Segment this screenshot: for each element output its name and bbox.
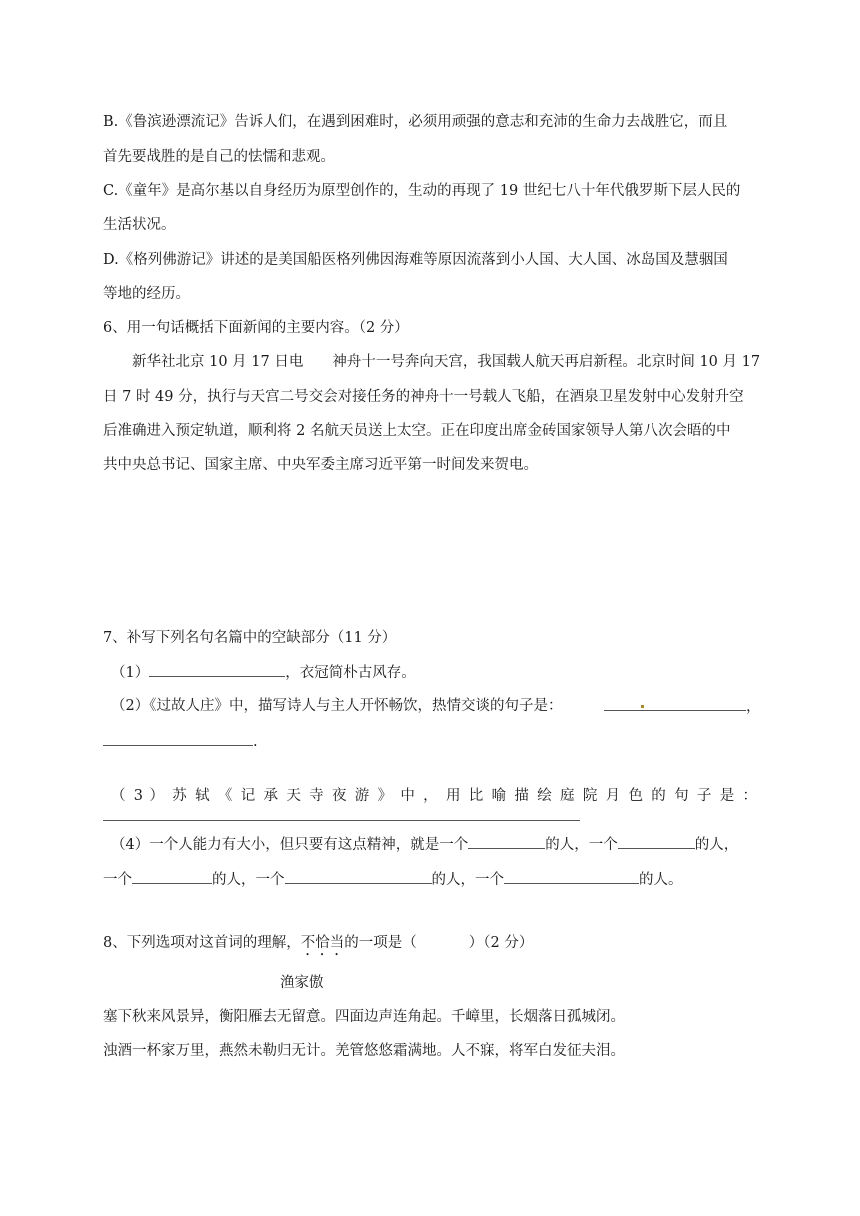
q7-s2-comma: ，: [746, 699, 761, 715]
answer-blank-7[interactable]: [132, 869, 212, 884]
answer-blank-2[interactable]: [604, 696, 746, 711]
q7-sentence-4-line1: [111, 834, 738, 855]
option-b-line1: B.《鲁滨逊漂流记》告诉人们，在遇到困难时，必须用顽强的意志和充沛的生命力去战胜它，而且: [103, 114, 728, 130]
option-c-line2: 生活状况。: [103, 217, 176, 233]
q7-sentence-1: [111, 662, 416, 683]
q7-s4-text-g: 的人。: [639, 872, 683, 888]
question-6-title: 6、用一句话概括下面新闻的主要内容。（2 分）: [103, 320, 409, 336]
q7-s4-text-f: 的人，一个: [431, 872, 504, 888]
q8-title-emphasis: 不恰当: [300, 935, 345, 951]
q7-s2-period: .: [253, 734, 258, 750]
option-b-line2: 首先要战胜的是自己的怯懦和悲观。: [103, 149, 335, 165]
option-d-line2: 等地的经历。: [103, 286, 190, 302]
q8-title-a: 8、下列选项对这首词的理解，: [103, 935, 301, 951]
answer-blank-9[interactable]: [504, 869, 639, 884]
poem-line-2: 浊酒一杯家万里，燕然未勒归无计。羌管悠悠霜满地。人不寐，将军白发征夫泪。: [103, 1043, 625, 1059]
question-7-title: 7、补写下列名句名篇中的空缺部分（11 分）: [103, 630, 397, 646]
answer-blank-1[interactable]: [149, 662, 285, 677]
q7-s2-line2: [103, 731, 258, 752]
q7-sentence-3: （ 3 ） 苏 轼 《 记 承 天 寺 夜 游 》 中 ， 用 比 喻 描 绘 庭 院 月 色 的 句 子 是 ：: [111, 788, 757, 804]
poem-line-1: 塞下秋来风景异，衡阳雁去无留意。四面边声连角起。千嶂里，长烟落日孤城闭。: [103, 1009, 625, 1025]
answer-blank-5[interactable]: [468, 834, 545, 849]
news-line-1: 新华社北京 10 月 17 日电 神舟十一号奔向天宫，我国载人航天再启新程。北京时间 10 月 17: [132, 354, 761, 370]
q8-title-b: 的一项是（: [344, 935, 417, 951]
news-line-4: 共中央总书记、国家主席、中央军委主席习近平第一时间发来贺电。: [103, 457, 538, 473]
news-line-3: 后准确进入预定轨道，顺利将 2 名航天员送上太空。正在印度出席金砖国家领导人第八次会晤的中: [103, 423, 731, 439]
option-d-line1: D.《格列佛游记》讲述的是美国船医格列佛因海难等原因流落到小人国、大人国、冰岛国及慧骃国: [103, 252, 728, 268]
q7-s1-number: （1）: [111, 665, 150, 681]
q7-s4-text-e: 的人，一个: [212, 872, 285, 888]
q7-s4-text-b: 的人，一个: [545, 837, 618, 853]
q7-s4-text-c: 的人，: [694, 837, 739, 853]
option-c-line1: C.《童年》是高尔基以自身经历为原型创作的，生动的再现了 19 世纪七八十年代俄罗斯下层人民的: [103, 183, 741, 199]
answer-blank-4[interactable]: [103, 820, 580, 821]
answer-blank-8[interactable]: [285, 869, 432, 884]
poem-title: 渔家傲: [280, 975, 324, 991]
news-line-2: 日 7 时 49 分，执行与天宫二号交会对接任务的神舟十一号载人飞船，在酒泉卫星发射中心发射升空: [103, 389, 744, 405]
dot-mark: [641, 705, 644, 708]
q8-title-c: ）（2 分）: [468, 935, 534, 951]
question-8-title: [103, 933, 533, 959]
answer-blank-3[interactable]: [103, 731, 253, 746]
q7-s4-text-a: （4）一个人能力有大小，但只要有这点精神，就是一个: [111, 837, 469, 853]
answer-blank-6[interactable]: [618, 834, 695, 849]
q7-s2-blank-wrap: [604, 696, 761, 717]
q7-sentence-2: （2）《过故人庄》中，描写诗人与主人开怀畅饮，热情交谈的句子是：: [111, 698, 563, 714]
q7-sentence-4-line2: [103, 869, 683, 890]
q7-s1-text: ，衣冠简朴古风存。: [285, 665, 416, 681]
q7-s4-text-d: 一个: [103, 872, 132, 888]
